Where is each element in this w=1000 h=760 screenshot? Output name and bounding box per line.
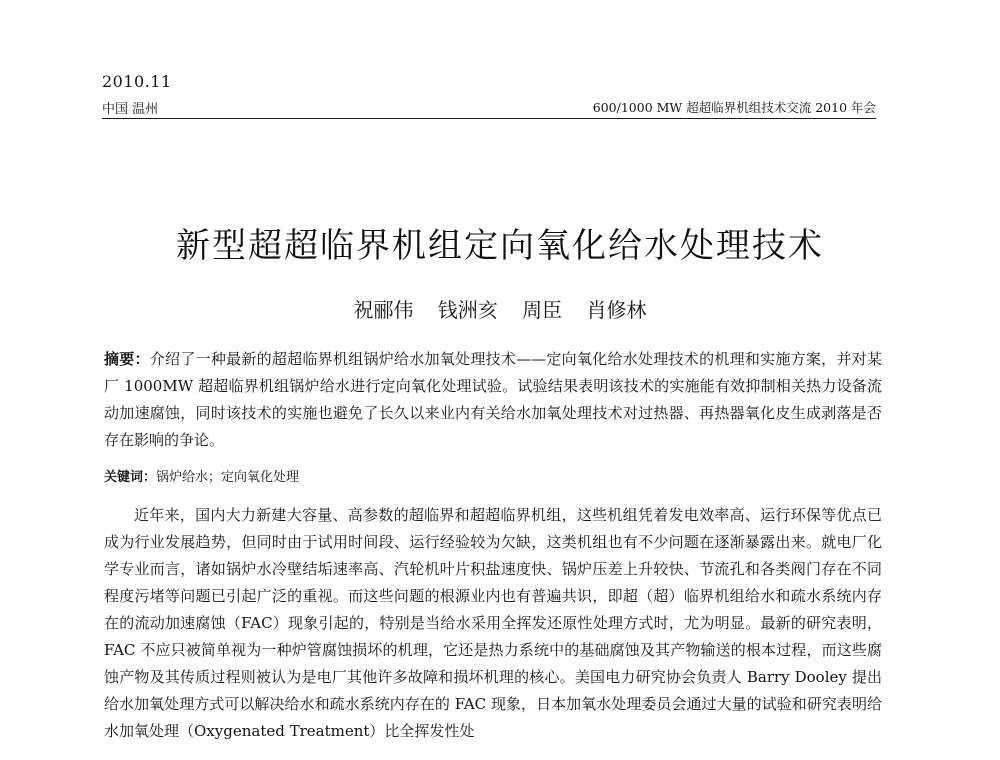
abstract-text: 介绍了一种最新的超超临界机组锅炉给水加氧处理技术——定向氧化给水处理技术的机理和实施方案，并对某厂 1000MW 超超临界机组锅炉给水进行定向氧化处理试验。试验结果表明该技术的实施能有效抑制相关热力设备流动加速腐蚀，同时该技术的实施也避免了长久以来业内有关给水加氧处理技术对过热器、再热器氧化皮生成剥落是否存在影响的争论。 bbox=[104, 350, 882, 449]
keywords-label: 关键词： bbox=[104, 470, 157, 485]
header-conference: 600/1000 MW 超超临界机组技术交流 2010 年会 bbox=[592, 100, 876, 115]
abstract bbox=[104, 346, 882, 454]
header-place: 中国 温州 bbox=[102, 102, 159, 117]
paper-title: 新型超超临界机组定向氧化给水处理技术 bbox=[176, 226, 824, 266]
keywords-text: 锅炉给水；定向氧化处理 bbox=[156, 470, 300, 485]
header-rule bbox=[102, 118, 876, 119]
paper-authors: 祝郦伟 钱洲亥 周臣 肖修林 bbox=[353, 298, 647, 322]
keywords bbox=[104, 468, 882, 488]
body-paragraph: 近年来，国内大力新建大容量、高参数的超临界和超超临界机组，这些机组凭着发电效率高、运行环保等优点已成为行业发展趋势，但同时由于试用时间段、运行经验较为欠缺，这类机组也有不少问题在逐渐暴露出来。就电厂化学专业而言，诸如锅炉水冷壁结垢速率高、汽轮机叶片积盐速度快、锅炉压差上升较快、节流孔和各类阀门存在不同程度污堵等问题已引起广泛的重视。而这些问题的根源业内也有普遍共识，即超（超）临界机组给水和疏水系统内存在的流动加速腐蚀（FAC）现象引起的，特别是当给水采用全挥发还原性处理方式时，尤为明显。最新的研究表明，FAC 不应只被简单视为一种炉管腐蚀损坏的机理，它还是热力系统中的基础腐蚀及其产物输送的根本过程，而这些腐蚀产物及其传质过程则被认为是电厂其他许多故障和损坏机理的核心。美国电力研究协会负责人 Barry Dooley 提出给水加氧处理方式可以解决给水和疏水系统内存在的 FAC 现象，日本加氧水处理委员会通过大量的试验和研究表明给水加氧处理（Oxygenated Treatment）比全挥发性处 bbox=[104, 506, 882, 740]
abstract-label: 摘要： bbox=[104, 350, 150, 368]
header-date: 2010.11 bbox=[102, 72, 172, 91]
body-text bbox=[104, 502, 882, 745]
